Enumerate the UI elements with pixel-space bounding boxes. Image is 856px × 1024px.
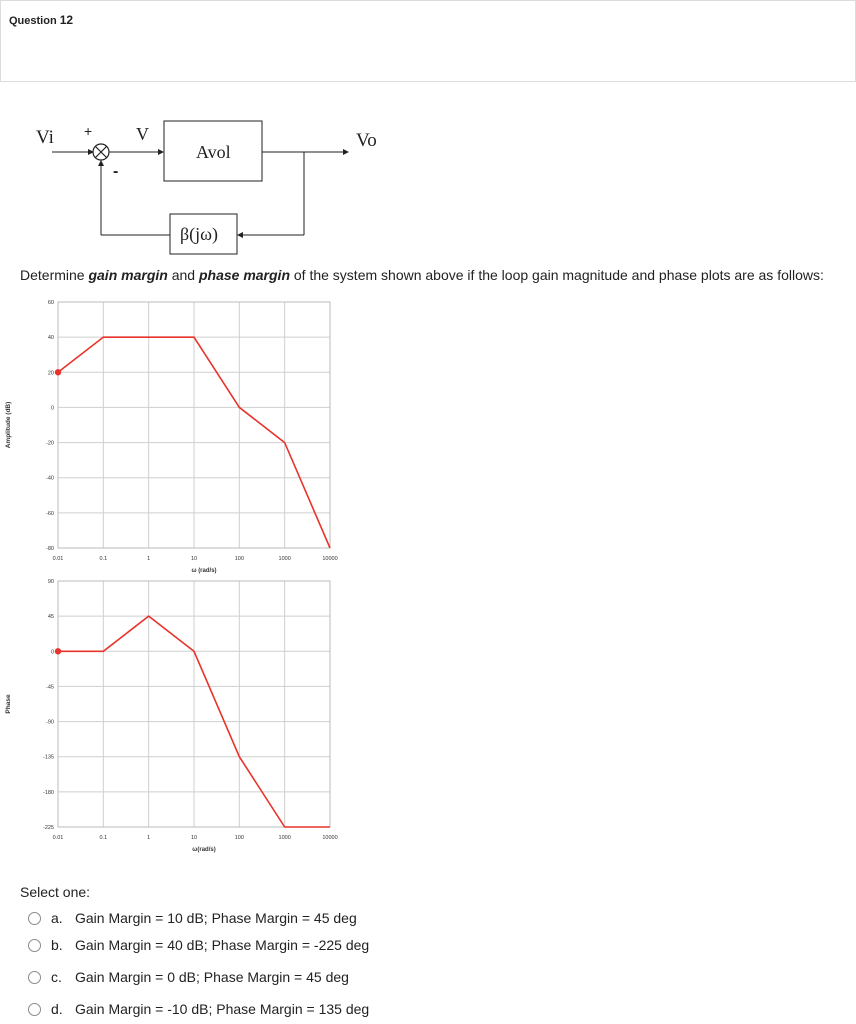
forward-block-label: Avol	[196, 142, 231, 162]
answer-option-c[interactable]: c. Gain Margin = 0 dB; Phase Margin = 45 deg	[28, 967, 349, 987]
answer-option-d[interactable]: d. Gain Margin = -10 dB; Phase Margin = 135 deg	[28, 999, 369, 1019]
y-axis-label: Amplitude (dB)	[5, 401, 12, 449]
y-tick-label: 40	[47, 335, 54, 342]
x-tick-label: 10	[190, 835, 198, 841]
y-tick-label: -180	[42, 789, 54, 796]
x-tick-label: 10000	[322, 835, 338, 841]
x-tick-label: 0.01	[52, 556, 64, 562]
plus-sign: +	[84, 123, 93, 139]
term-phase-margin: phase margin	[198, 267, 290, 283]
x-tick-label: 0.1	[99, 835, 108, 841]
question-number: 12	[59, 13, 74, 27]
x-tick-label: 1	[147, 835, 151, 841]
y-tick-label: 60	[47, 300, 54, 306]
x-tick-label: 100	[234, 835, 244, 841]
phase-chart	[0, 575, 360, 853]
y-tick-label: -60	[46, 510, 54, 517]
y-tick-label: -45	[46, 684, 54, 691]
series-start-point	[55, 648, 61, 654]
x-tick-label: 10	[190, 556, 198, 562]
output-label: Vo	[356, 130, 377, 151]
question-prompt: Determine gain margin and phase margin of the system shown above if the loop gain magnitude and phase plots are as follows:	[20, 267, 824, 283]
y-tick-label: 20	[47, 370, 54, 377]
term-gain-margin: gain margin	[88, 267, 168, 283]
answer-option-b[interactable]: b. Gain Margin = 40 dB; Phase Margin = -225 deg	[28, 935, 369, 955]
radio-a[interactable]	[28, 912, 41, 925]
input-label: Vi	[36, 127, 54, 148]
x-tick-label: 1000	[278, 835, 291, 841]
x-tick-label: 1	[147, 556, 151, 562]
y-tick-label: -90	[46, 719, 54, 726]
y-tick-label: -40	[46, 475, 54, 482]
y-tick-label: -135	[42, 754, 54, 761]
radio-d[interactable]	[28, 1003, 41, 1016]
x-axis-label: ω (rad/s)	[191, 568, 217, 574]
x-tick-label: 100	[234, 556, 244, 562]
question-label: Question	[9, 15, 57, 27]
x-tick-label: 0.1	[99, 556, 108, 562]
minus-sign: -	[113, 163, 119, 180]
y-tick-label: 45	[47, 614, 54, 621]
x-axis-label: ω(rad/s)	[192, 847, 216, 853]
select-one-label: Select one:	[20, 884, 91, 900]
y-tick-label: -225	[42, 825, 54, 831]
x-tick-label: 10000	[322, 556, 338, 562]
series-start-point	[55, 369, 61, 375]
radio-c[interactable]	[28, 971, 41, 984]
magnitude-chart	[0, 290, 360, 574]
y-axis-label: Phase	[5, 694, 12, 714]
y-tick-label: -20	[46, 440, 54, 447]
x-tick-label: 0.01	[52, 835, 64, 841]
y-tick-label: 0	[50, 405, 54, 412]
y-tick-label: -80	[46, 546, 54, 552]
radio-b[interactable]	[28, 939, 41, 952]
y-tick-label: 90	[47, 579, 54, 585]
block-diagram	[0, 0, 856, 255]
feedback-block-label: β(jω)	[180, 224, 218, 244]
answer-option-a[interactable]: a. Gain Margin = 10 dB; Phase Margin = 45 deg	[28, 908, 357, 928]
y-tick-label: 0	[50, 649, 54, 656]
x-tick-label: 1000	[278, 556, 291, 562]
v-label: V	[136, 124, 149, 144]
summing-junction-icon	[93, 144, 109, 160]
